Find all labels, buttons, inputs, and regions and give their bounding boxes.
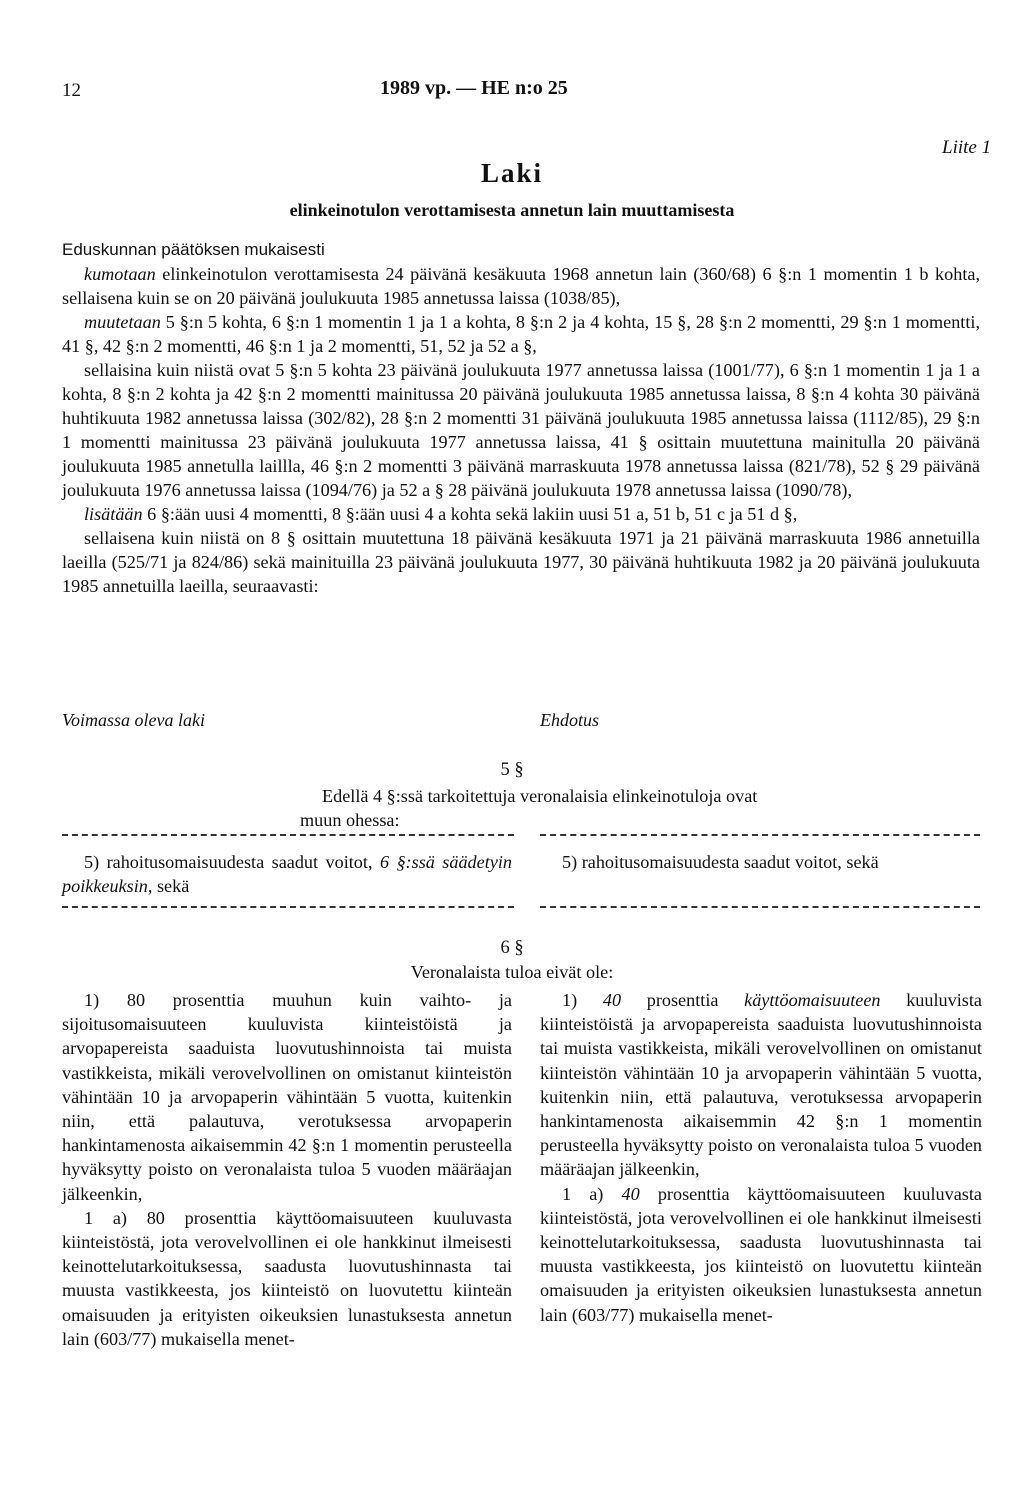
amend-as-paragraph: sellaisina kuin niistä ovat 5 §:n 5 kohta 23 päivänä joulukuuta 1977 annetussa laissa (1001/77), 6 §:n 1 momentin 1 ja 1 a kohta, 8 §:n 2 kohta ja 42 §:n 2 momentti mainitussa 20 päivänä joulukuuta 1985 annetussa laissa, 8 §:n 4 kohta 30 päivänä huhtikuuta 1982 annetussa laissa (302/82), 28 §:n 2 momentti 31 päivänä joulukuuta 1985 annetussa laissa (1112/85), 29 §:n 1 momentti mainitussa 23 päivänä joulukuuta 1977 annetussa laissa, 41 § osittain muutettuna mainitulla 20 päivänä joulukuuta 1985 annetulla laillla, 46 §:n 2 momentti 3 päivänä marraskuuta 1978 annetussa laissa (821/78), 52 § 29 päivänä joulukuuta 1976 annetussa laissa (1094/76) ja 52 a § 28 päivänä joulukuuta 1978 annetussa laissa (1090/78),: [62, 360, 980, 500]
enactment-clause: [62, 238, 980, 598]
section-5-intro: Edellä 4 §:ssä tarkoitettuja veronalaisia elinkeinotuloja ovat muun ohessa:: [300, 786, 758, 830]
omission-dashes: [62, 906, 514, 908]
section-6-intro: Veronalaista tuloa eivät ole:: [410, 962, 614, 982]
section-5-current: 5) rahoitusomaisuudesta saadut voitot, 6 §:ssä säädetyin poikkeuksin, sekä: [62, 852, 512, 897]
section-6-heading: 6 §: [500, 938, 524, 958]
running-header: 1989 vp. — HE n:o 25: [380, 77, 568, 99]
keyword-kumotaan: kumotaan: [84, 264, 156, 284]
law-title: Laki: [480, 158, 544, 188]
section-6-current: [62, 988, 512, 1351]
proposal-item-1a: 1 a) 40 prosenttia käyttöomaisuuteen kuuluvasta kiinteistöstä, jota verovelvollinen ei ole hankkinut ilmeisesti keinottelutarkoituksessa, saadusta luovutushinnasta tai muusta vastikkeesta, jos kiinteistö on luovutettu kiinteän omaisuuden ja erityisten oikeuksien lunastuksesta annetun lain (603/77) mukaisella menet-: [540, 1183, 982, 1325]
section-5-heading: 5 §: [500, 760, 524, 780]
law-subtitle: elinkeinotulon verottamisesta annetun lain muuttamisesta: [289, 200, 735, 220]
omission-dashes: [540, 906, 980, 908]
omission-dashes: [62, 834, 514, 836]
add-as-paragraph: sellaisena kuin niistä on 8 § osittain muutettuna 18 päivänä kesäkuuta 1971 ja 21 päivänä marraskuuta 1986 annetuilla laeilla (525/71 ja 824/86) sekä mainituilla 23 päivänä joulukuuta 1977, 30 päivänä huhtikuuta 1982 ja 20 päivänä joulukuuta 1985 annetuilla laeilla, seuraavasti:: [62, 528, 980, 596]
keyword-muutetaan: muutetaan: [84, 312, 161, 332]
add-paragraph: lisätään 6 §:ään uusi 4 momentti, 8 §:ään uusi 4 a kohta sekä lakiin uusi 51 a, 51 b, 51 c ja 51 d §,: [84, 504, 798, 524]
keyword-lisataan: lisätään: [84, 504, 143, 524]
appendix-label: Liite 1: [942, 137, 992, 158]
intro-line: Eduskunnan päätöksen mukaisesti: [62, 240, 325, 259]
page-number: 12: [62, 80, 81, 101]
section-5-proposal: 5) rahoitusomaisuudesta saadut voitot, sekä: [562, 852, 879, 872]
current-item-1: 1) 80 prosenttia muuhun kuin vaihto- ja sijoitusomaisuuteen kuuluvista kiinteistöistä ja arvopapereista saaduista luovutushinnoista tai muista vastikkeista, mikäli verovelvollinen on omistanut kiinteistön vähintään 10 ja arvopaperin vähintään 5 vuotta, kuitenkin niin, että palautuva, verotuksessa arvopaperin hankintamenosta aikaisemmin 42 §:n 1 momentin perusteella hyväksytty poisto on veronalaista tuloa 5 vuoden määräajan jälkeenkin,: [62, 990, 512, 1204]
repeal-paragraph: kumotaan elinkeinotulon verottamisesta 24 päivänä kesäkuuta 1968 annetun lain (360/68) 6 §:n 1 momentin 1 b kohta, sellaisena kuin se on 20 päivänä joulukuuta 1985 annetussa laissa (1038/85),: [62, 264, 980, 308]
omission-dashes: [540, 834, 980, 836]
current-item-1a: 1 a) 80 prosenttia käyttöomaisuuteen kuuluvasta kiinteistöstä, jota verovelvollinen ei ole hankkinut ilmeisesti keinottelutarkoituksessa, saadusta luovutushinnasta tai muusta vastikkeesta, jos kiinteistö on luovutettu kiinteän omaisuuden ja erityisten oikeuksien lunastuksesta annetun lain (603/77) mukaisella menet-: [62, 1207, 512, 1349]
proposal-item-1: 1) 40 prosenttia käyttöomaisuuteen kuuluvista kiinteistöistä ja arvopapereista saaduista luovutushinnoista tai muista vastikkeista, mikäli verovelvollinen on omistanut kiinteistön vähintään 10 ja arvopaperin vähintään 5 vuotta, kuitenkin niin, että palautuva, verotuksessa arvopaperin hankintamenosta aikaisemmin 42 §:n 1 momentin perusteella hyväksytty poisto on veronalaista tuloa 5 vuoden määräajan jälkeenkin,: [540, 990, 982, 1180]
left-column-header: Voimassa oleva laki: [62, 710, 205, 730]
right-column-header: Ehdotus: [540, 710, 600, 730]
amend-paragraph: muutetaan 5 §:n 5 kohta, 6 §:n 1 momentin 1 ja 1 a kohta, 8 §:n 2 ja 4 kohta, 15 §, 28 §:n 2 momentti, 29 §:n 1 momentti, 41 §, 42 §:n 2 momentti, 46 §:n 1 ja 2 momentti, 51, 52 ja 52 a §,: [62, 312, 980, 356]
section-6-proposal: [540, 988, 982, 1327]
italic-change: 6 §:ssä säädetyin poikkeuksin,: [62, 852, 512, 897]
